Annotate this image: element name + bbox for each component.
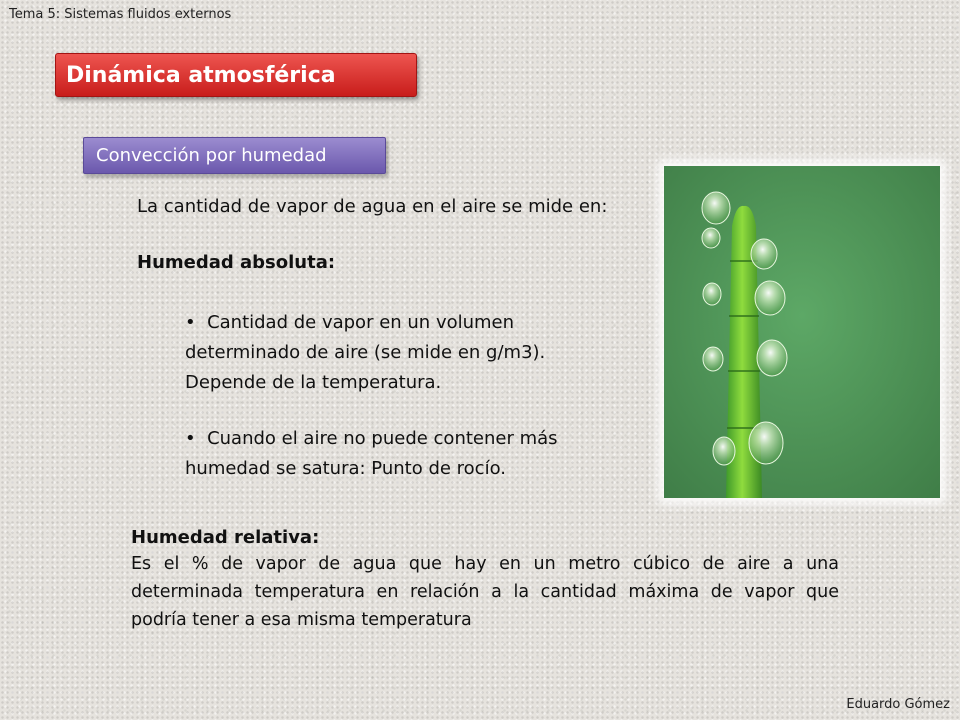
bullet-item	[185, 424, 655, 484]
author-footer: Eduardo Gómez	[846, 697, 950, 712]
absolute-humidity-heading: Humedad absoluta:	[137, 252, 336, 273]
plant-dew-illustration	[664, 166, 940, 498]
bullet-line: Depende de la temperatura.	[185, 372, 442, 393]
bullet-item	[185, 308, 655, 398]
bullet-line: Cantidad de vapor en un volumen	[207, 312, 515, 333]
plant-dew-photo	[664, 166, 940, 498]
relative-humidity-heading: Humedad relativa:	[131, 527, 320, 548]
bullet-dot: •	[185, 428, 208, 449]
relative-humidity-text: Es el % de vapor de agua que hay en un metro cúbico de aire a una determinada temperatura en relación a la cantidad máxima de vapor que podría tener a esa misma temperatura	[131, 554, 839, 630]
section-subtitle-text: Convección por humedad	[96, 145, 327, 166]
slide-title-text: Dinámica atmosférica	[66, 62, 336, 88]
bullet-line: humedad se satura: Punto de rocío.	[185, 458, 506, 479]
topic-header: Tema 5: Sistemas fluidos externos	[9, 7, 232, 22]
bullet-dot: •	[185, 312, 208, 333]
section-subtitle	[83, 137, 386, 174]
slide-title	[55, 53, 417, 97]
bullet-line: Cuando el aire no puede contener más	[207, 428, 558, 449]
intro-text: La cantidad de vapor de agua en el aire se mide en:	[137, 196, 608, 217]
bullet-line: determinado de aire (se mide en g/m3).	[185, 342, 546, 363]
